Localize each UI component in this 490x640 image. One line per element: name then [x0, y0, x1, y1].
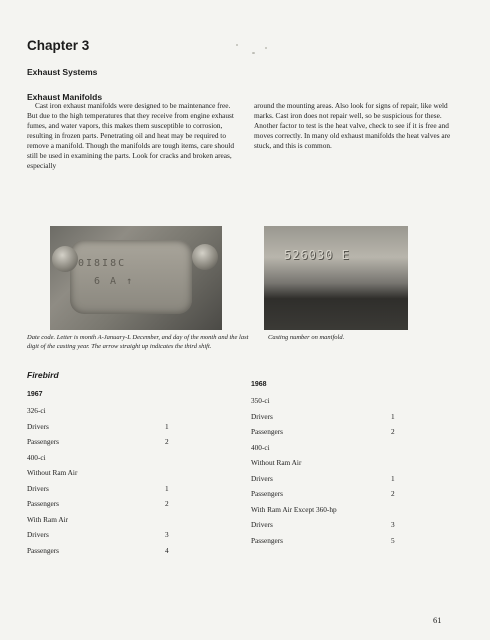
date-code-marking-2: 6 A ↑ [94, 276, 135, 287]
list-item-value: 2 [391, 489, 395, 498]
list-item-label: Without Ram Air [27, 468, 78, 477]
photo-casting-number [264, 226, 408, 330]
list-item-label: 400-ci [251, 442, 270, 452]
list-item-label: 400-ci [27, 452, 46, 462]
bolt-head [52, 246, 78, 272]
subsection-title: Exhaust Manifolds [27, 92, 103, 102]
paper-speck [236, 44, 238, 46]
list-item-label: Passengers [27, 545, 60, 555]
list-item-value: 1 [165, 483, 169, 493]
caption-casting-number: Casting number on manifold. [268, 334, 345, 341]
list-item [251, 519, 411, 531]
caption-date-code: Date code. Letter is month A-January-L December, and day of the month and the last digit of the casting year. The arrow straight up indicates the third shift. [27, 334, 249, 350]
list-item [251, 426, 411, 438]
chapter-title: Chapter 3 [27, 38, 90, 53]
list-item-value: 2 [165, 499, 169, 508]
list-item [27, 452, 187, 464]
list-item-label: Drivers [27, 421, 49, 431]
list-item [251, 411, 411, 423]
paragraph-left: Cast iron exhaust manifolds were designed to be maintenance free. But due to the high temperatures that they receive from engine exhaust fumes, and water vapors, this makes them susceptible to corrosion, resulting in frozen parts. Penetrating oil and heat may be required to remove a manifold. Though the manifolds are tough items, care should still be used in examining the parts. Look for cracks and broken areas, especially [27, 101, 234, 170]
list-item-value: 4 [165, 545, 169, 555]
paragraph-right: around the mounting areas. Also look for signs of repair, like weld marks. Cast iron does not repair well, so be suspicious for these. Another factor to test is the heat valve, check to see if it is free and moves correctly. In many old exhaust manifolds the heat valves are stuck, and this is common. [254, 101, 451, 150]
list-item-label: Without Ram Air [251, 458, 302, 467]
list-item [27, 436, 187, 448]
list-item [27, 483, 187, 495]
list-item-value: 2 [165, 437, 169, 446]
list-item-value: 3 [165, 530, 169, 539]
list-item-label: Drivers [27, 530, 49, 539]
list-item-label: Drivers [27, 483, 49, 493]
list-item [27, 421, 187, 433]
list-item [27, 405, 187, 417]
paper-speck [265, 47, 267, 49]
list-item [251, 488, 411, 500]
list-item-value: 5 [391, 535, 395, 545]
date-code-marking: 0I8I8C [78, 258, 127, 269]
list-item [251, 473, 411, 485]
list-item-label: Drivers [251, 520, 273, 529]
year-label-1967: 1967 [27, 391, 43, 398]
list-item-label: Passengers [27, 499, 60, 508]
list-item [251, 535, 411, 547]
list-1968 [251, 379, 411, 559]
list-item-value: 1 [391, 473, 395, 483]
list-item [251, 504, 411, 516]
list-item-label: Drivers [251, 473, 273, 483]
list-item-label: Drivers [251, 411, 273, 421]
list-item-value: 3 [391, 520, 395, 529]
firebird-heading: Firebird [27, 370, 59, 380]
list-item [27, 545, 187, 557]
list-item-label: Passengers [27, 437, 60, 446]
list-item-label: With Ram Air Except 360-hp [251, 504, 337, 514]
list-item-label: Passengers [251, 489, 284, 498]
list-item [27, 514, 187, 526]
list-1967 [27, 389, 187, 569]
list-item [27, 529, 187, 541]
photo-date-code [50, 226, 222, 330]
list-item-value: 1 [165, 421, 169, 431]
bolt-head [192, 244, 218, 270]
year-label-1968: 1968 [251, 381, 267, 388]
list-item [251, 457, 411, 469]
list-item [251, 442, 411, 454]
list-item-value: 1 [391, 411, 395, 421]
casting-number-marking: 526030 E [284, 248, 350, 262]
list-item-label: 326-ci [27, 406, 46, 415]
section-title: Exhaust Systems [27, 67, 98, 77]
list-item [27, 467, 187, 479]
paper-speck [252, 52, 255, 54]
list-item-value: 2 [391, 427, 395, 436]
list-item-label: Passengers [251, 535, 284, 545]
list-item [251, 395, 411, 407]
list-item-label: 350-ci [251, 396, 270, 405]
page-number: 61 [433, 615, 442, 625]
list-item-label: Passengers [251, 427, 284, 436]
list-item [27, 498, 187, 510]
list-item-label: With Ram Air [27, 514, 69, 524]
